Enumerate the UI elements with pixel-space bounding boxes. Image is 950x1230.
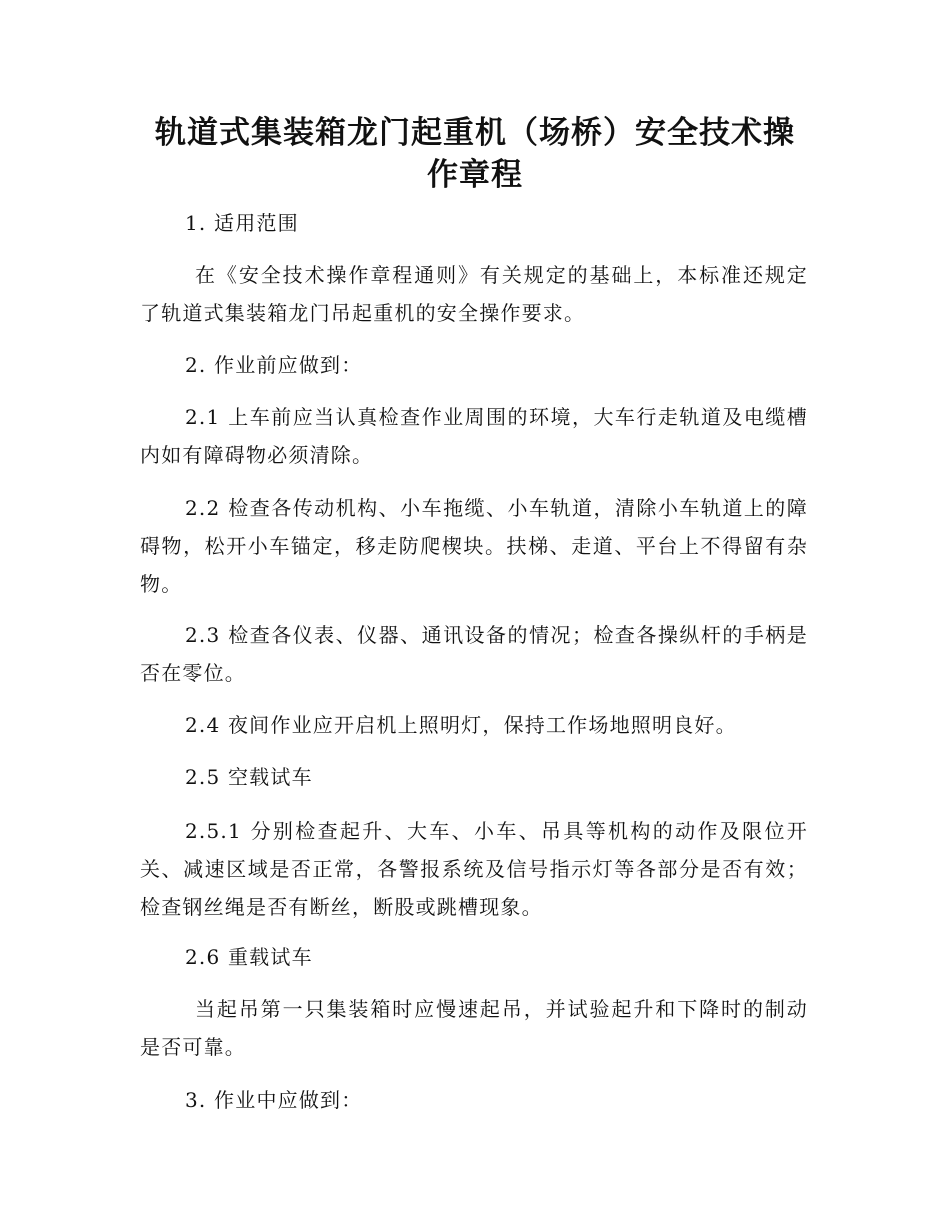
paragraph: 当起吊第一只集装箱时应慢速起吊，并试验起升和下降时的制动是否可靠。 <box>140 997 808 1059</box>
section-heading: 2. 作业前应做到： <box>185 353 363 377</box>
section-heading: 3. 作业中应做到： <box>185 1088 363 1112</box>
paragraph: 2.4 夜间作业应开启机上照明灯，保持工作场地照明良好。 <box>185 713 737 737</box>
paragraph: 2.1 上车前应当认真检查作业周围的环境，大车行走轨道及电缆槽内如有障碍物必须清除。 <box>140 405 808 467</box>
paragraph: 2.5.1 分别检查起升、大车、小车、吊具等机构的动作及限位开关、减速区域是否正常，各警报系统及信号指示灯等各部分是否有效；检查钢丝绳是否有断丝，断股或跳槽现象。 <box>140 819 808 919</box>
paragraph: 2.3 检查各仪表、仪器、通讯设备的情况；检查各操纵杆的手柄是否在零位。 <box>140 623 808 685</box>
paragraph: 2.2 检查各传动机构、小车拖缆、小车轨道，清除小车轨道上的障碍物，松开小车锚定，移走防爬楔块。扶梯、走道、平台上不得留有杂物。 <box>140 496 808 596</box>
paragraph: 在《安全技术操作章程通则》有关规定的基础上，本标准还规定了轨道式集装箱龙门吊起重机的安全操作要求。 <box>140 263 808 325</box>
subsection-heading: 2.6 重载试车 <box>185 945 313 969</box>
document-title: 轨道式集装箱龙门起重机（场桥）安全技术操作章程 <box>155 115 795 193</box>
section-heading: 1. 适用范围 <box>185 211 299 235</box>
subsection-heading: 2.5 空载试车 <box>185 765 313 789</box>
